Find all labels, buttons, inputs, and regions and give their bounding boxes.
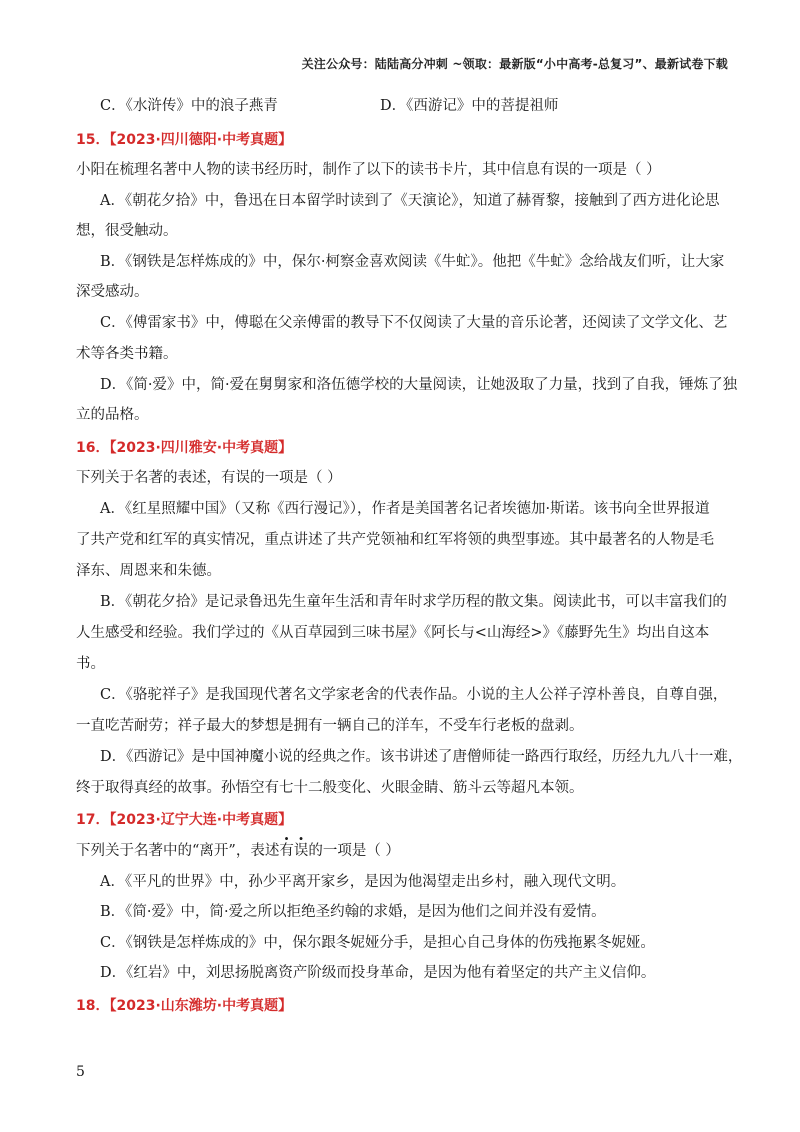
q16-option-b-cont1: 人生感受和经验。我们学过的《从百草园到三味书屋》《阿长与<山海经>》《藤野先生》均出自这本 — [76, 625, 710, 641]
q16-option-a-cont2: 泽东、周恩来和朱德。 — [76, 563, 221, 579]
q17-option-d: D．《红岩》中，刘思扬脱离资产阶级而投身革命，是因为他有着坚定的共产主义信仰。 — [100, 965, 656, 981]
q16-option-c: C．《骆驼祥子》是我国现代著名文学家老舍的代表作品。小说的主人公祥子淳朴善良，自尊自强， — [100, 687, 728, 703]
q17-option-a: A．《平凡的世界》中，孙少平离开家乡，是因为他渴望走出乡村，融入现代文明。 — [100, 874, 626, 890]
q15-stem: 小阳在梳理名著中人物的读书经历时，制作了以下的读书卡片，其中信息有误的一项是（ ） — [76, 162, 661, 178]
q15-heading: 15．【2023·四川德阳·中考真题】 — [76, 132, 293, 148]
q15-option-b: B．《钢铁是怎样炼成的》中，保尔·柯察金喜欢阅读《牛虻》。他把《牛虻》念给战友们听，让大家 — [100, 254, 725, 270]
q15-option-d-cont: 立的品格。 — [76, 407, 149, 423]
q17-option-b: B．《简·爱》中，简·爱之所以拒绝圣约翰的求婚，是因为他们之间并没有爱情。 — [100, 904, 606, 920]
prev-option-c: C．《水浒传》中的浪子燕青 — [100, 98, 278, 114]
q15-option-c: C．《傅雷家书》中，傅聪在父亲傅雷的教导下不仅阅读了大量的音乐论著，还阅读了文学文化、艺 — [100, 315, 728, 331]
q17-stem-post: 的一项是（ ） — [308, 843, 400, 859]
q16-heading: 16．【2023·四川雅安·中考真题】 — [76, 440, 293, 456]
prev-option-d: D．《西游记》中的菩提祖师 — [380, 98, 559, 114]
q16-option-c-cont: 一直吃苦耐劳；祥子最大的梦想是拥有一辆自己的洋车，不受车行老板的盘剥。 — [76, 718, 584, 734]
q17-heading: 17．【2023·辽宁大连·中考真题】 — [76, 812, 293, 828]
q17-emphasis-2: 误 — [293, 843, 309, 859]
q18-heading: 18．【2023·山东潍坊·中考真题】 — [76, 998, 293, 1014]
q15-option-d: D．《简·爱》中，简·爱在舅舅家和洛伍德学校的大量阅读，让她汲取了力量，找到了自我，锤炼了独 — [100, 377, 738, 393]
q15-option-a: A．《朝花夕拾》中，鲁迅在日本留学时读到了《天演论》，知道了赫胥黎，接触到了西方进化论思 — [100, 193, 720, 209]
q16-stem: 下列关于名著的表述，有误的一项是（ ） — [76, 470, 342, 486]
q16-option-a-cont1: 了共产党和红军的真实情况，重点讲述了共产党领袖和红军将领的典型事迹。其中最著名的人物是毛 — [76, 532, 714, 548]
q16-option-b-cont2: 书。 — [76, 656, 105, 672]
q17-stem-pre: 下列关于名著中的“离开”，表述 — [76, 843, 280, 859]
q15-option-c-cont: 术等各类书籍。 — [76, 346, 178, 362]
q15-option-b-cont: 深受感动。 — [76, 284, 149, 300]
q15-option-a-cont: 想，很受触动。 — [76, 223, 178, 239]
q17-option-c: C．《钢铁是怎样炼成的》中，保尔跟冬妮娅分手，是担心自己身体的伤残拖累冬妮娅。 — [100, 935, 655, 951]
q16-option-d: D．《西游记》是中国神魔小说的经典之作。该书讲述了唐僧师徒一路西行取经，历经九九八十一难， — [100, 749, 743, 765]
prev-options — [100, 96, 559, 116]
q16-option-d-cont: 终于取得真经的故事。孙悟空有七十二般变化、火眼金睛、筋斗云等超凡本领。 — [76, 780, 584, 796]
q16-option-b: B．《朝花夕拾》是记录鲁迅先生童年生活和青年时求学历程的散文集。阅读此书，可以丰富我们的 — [100, 594, 727, 610]
q17-emphasis-1: 有 — [279, 843, 294, 859]
q17-stem — [76, 841, 400, 861]
q16-option-a: A．《红星照耀中国》（又称《西行漫记》），作者是美国著名记者埃德加·斯诺。该书向全世界报道 — [100, 501, 710, 517]
page-header: 关注公众号：陆陆高分冲刺 ~领取：最新版“小中高考-总复习”、最新试卷下载 — [301, 57, 728, 71]
page-number: 5 — [76, 1064, 85, 1080]
